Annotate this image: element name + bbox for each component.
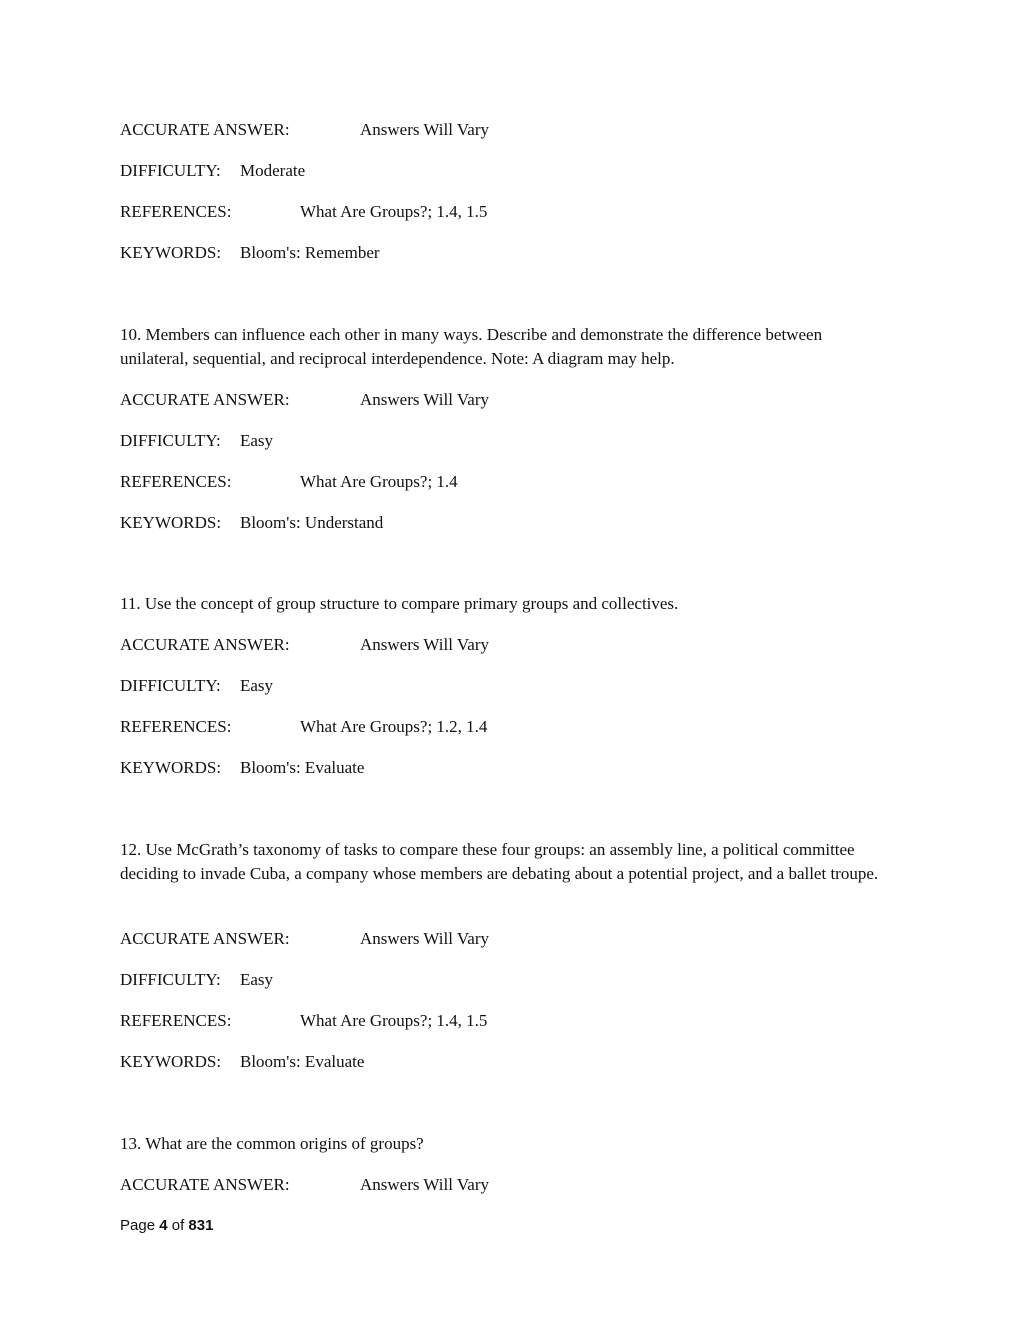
accurate-answer-value: Answers Will Vary (360, 390, 490, 409)
references-label: REFERENCES: (120, 717, 232, 736)
accurate-answer-row (120, 120, 490, 140)
difficulty-label: DIFFICULTY: (120, 431, 221, 450)
difficulty-label: DIFFICULTY: (120, 161, 221, 180)
keywords-value: Bloom's: Evaluate (240, 1052, 365, 1071)
difficulty-label: DIFFICULTY: (120, 970, 221, 989)
accurate-answer-value: Answers Will Vary (360, 1175, 490, 1194)
difficulty-value: Easy (240, 970, 274, 989)
references-row (120, 472, 458, 492)
accurate-answer-row (120, 390, 490, 410)
of-word: of (171, 1217, 185, 1234)
references-label: REFERENCES: (120, 1011, 232, 1030)
references-value: What Are Groups?; 1.4, 1.5 (300, 202, 488, 221)
keywords-row (120, 513, 384, 533)
accurate-answer-row (120, 1175, 490, 1195)
page-word: Page (120, 1217, 156, 1234)
difficulty-row (120, 676, 274, 696)
keywords-label: KEYWORDS: (120, 1052, 222, 1071)
accurate-answer-label: ACCURATE ANSWER: (120, 120, 290, 139)
keywords-row (120, 243, 380, 263)
difficulty-value: Easy (240, 431, 274, 450)
references-row (120, 1011, 488, 1031)
page-footer (120, 1216, 213, 1236)
accurate-answer-label: ACCURATE ANSWER: (120, 1175, 290, 1194)
question-text: 13. What are the common origins of groups? (120, 1134, 424, 1153)
accurate-answer-value: Answers Will Vary (360, 635, 490, 654)
accurate-answer-row (120, 929, 490, 949)
keywords-value: Bloom's: Understand (240, 513, 384, 532)
page-number: 4 (159, 1217, 168, 1234)
accurate-answer-value: Answers Will Vary (360, 120, 490, 139)
keywords-value: Bloom's: Remember (240, 243, 380, 262)
references-row (120, 717, 488, 737)
question-text: 11. Use the concept of group structure to compare primary groups and collectives. (120, 594, 679, 613)
references-value: What Are Groups?; 1.4 (300, 472, 458, 491)
difficulty-value: Easy (240, 676, 274, 695)
difficulty-row (120, 161, 306, 181)
references-value: What Are Groups?; 1.2, 1.4 (300, 717, 488, 736)
keywords-value: Bloom's: Evaluate (240, 758, 365, 777)
references-value: What Are Groups?; 1.4, 1.5 (300, 1011, 488, 1030)
keywords-label: KEYWORDS: (120, 243, 222, 262)
question-text: 10. Members can influence each other in many ways. Describe and demonstrate the difference between unilateral, sequential, and reciprocal interdependence. Note: A diagram may help. (120, 325, 823, 368)
keywords-label: KEYWORDS: (120, 513, 222, 532)
difficulty-row (120, 431, 274, 451)
accurate-answer-label: ACCURATE ANSWER: (120, 390, 290, 409)
keywords-label: KEYWORDS: (120, 758, 222, 777)
keywords-row (120, 1052, 365, 1072)
references-label: REFERENCES: (120, 472, 232, 491)
difficulty-row (120, 970, 274, 990)
total-pages: 831 (188, 1217, 214, 1234)
accurate-answer-label: ACCURATE ANSWER: (120, 929, 290, 948)
accurate-answer-row (120, 635, 490, 655)
difficulty-value: Moderate (240, 161, 306, 180)
difficulty-label: DIFFICULTY: (120, 676, 221, 695)
accurate-answer-label: ACCURATE ANSWER: (120, 635, 290, 654)
keywords-row (120, 758, 365, 778)
question-text: 12. Use McGrath’s taxonomy of tasks to compare these four groups: an assembly line, a political committee deciding to invade Cuba, a company whose members are debating about a potential project, and a ballet troupe. (120, 840, 879, 883)
references-label: REFERENCES: (120, 202, 232, 221)
references-row (120, 202, 488, 222)
accurate-answer-value: Answers Will Vary (360, 929, 490, 948)
